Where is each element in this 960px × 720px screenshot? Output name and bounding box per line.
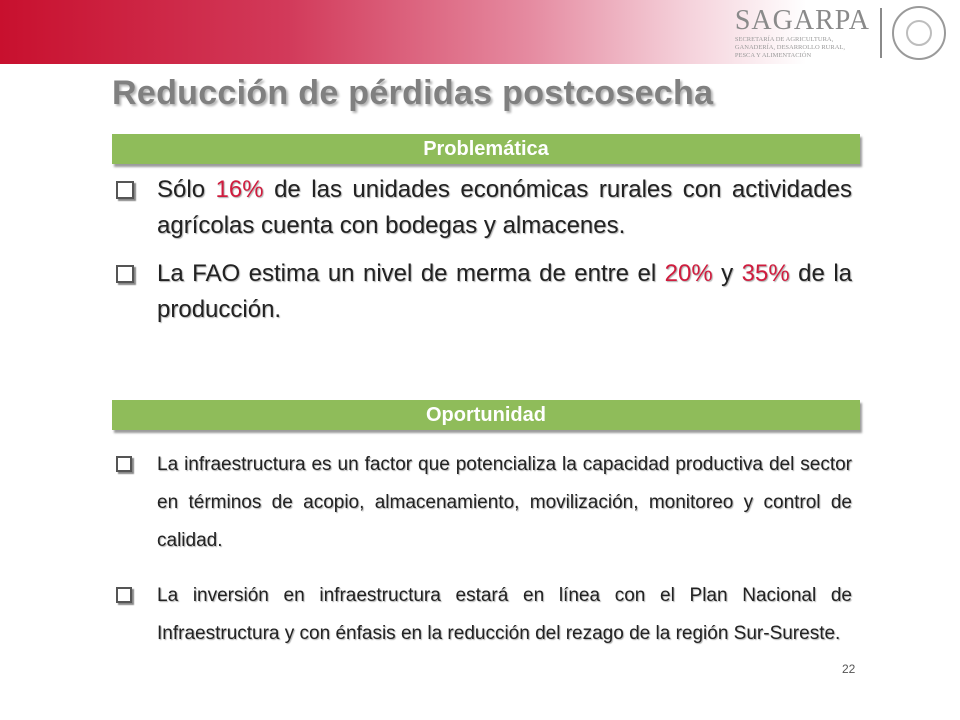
logo-subtitle-line: SECRETARÍA DE AGRICULTURA, xyxy=(734,36,834,43)
logo-divider xyxy=(880,8,882,58)
checkbox-bullet-icon xyxy=(116,587,132,603)
bullet-text: La inversión en infraestructura estará en línea con el Plan Nacional de Infraestructura y con énfasis en la reducción del rezago de la región Sur-Sureste. xyxy=(157,585,852,644)
highlight-percentage: 16% xyxy=(215,176,264,203)
opportunity-list xyxy=(112,446,852,670)
bullet-text: La infraestructura es un factor que potencializa la capacidad productiva del sector en términos de acopio, almacenamiento, movilización, monitoreo y control de calidad. xyxy=(157,454,852,551)
bullet-text: La FAO estima un nivel de merma de entre el xyxy=(157,260,665,287)
list-item xyxy=(112,172,852,244)
checkbox-bullet-icon xyxy=(116,265,134,283)
slide-title: Reducción de pérdidas postcosecha xyxy=(112,74,714,112)
highlight-percentage: 20% xyxy=(664,260,713,287)
highlight-percentage: 35% xyxy=(741,260,790,287)
bullet-text: de la producción. xyxy=(157,260,852,323)
sagarpa-logo xyxy=(735,6,946,62)
section-header-problematica: Problemática xyxy=(112,134,860,164)
page-number: 22 xyxy=(842,662,856,676)
bullet-text: Sólo xyxy=(157,176,216,203)
problem-list xyxy=(112,172,852,340)
bullet-text: y xyxy=(712,260,742,287)
checkbox-bullet-icon xyxy=(116,181,134,199)
logo-subtitle-line: PESCA Y ALIMENTACIÓN xyxy=(734,52,812,59)
checkbox-bullet-icon xyxy=(116,456,132,472)
logo-word: SAGARPA xyxy=(734,5,870,36)
logo-text xyxy=(735,6,870,60)
section-header-oportunidad: Oportunidad xyxy=(112,400,860,430)
national-seal-icon xyxy=(892,6,946,60)
list-item xyxy=(112,256,852,328)
list-item xyxy=(112,446,852,560)
bullet-text: de las unidades económicas rurales con actividades agrícolas cuenta con bodegas y almacenes. xyxy=(157,176,853,239)
logo-subtitle-line: GANADERÍA, DESARROLLO RURAL, xyxy=(734,44,845,51)
list-item xyxy=(112,577,852,653)
